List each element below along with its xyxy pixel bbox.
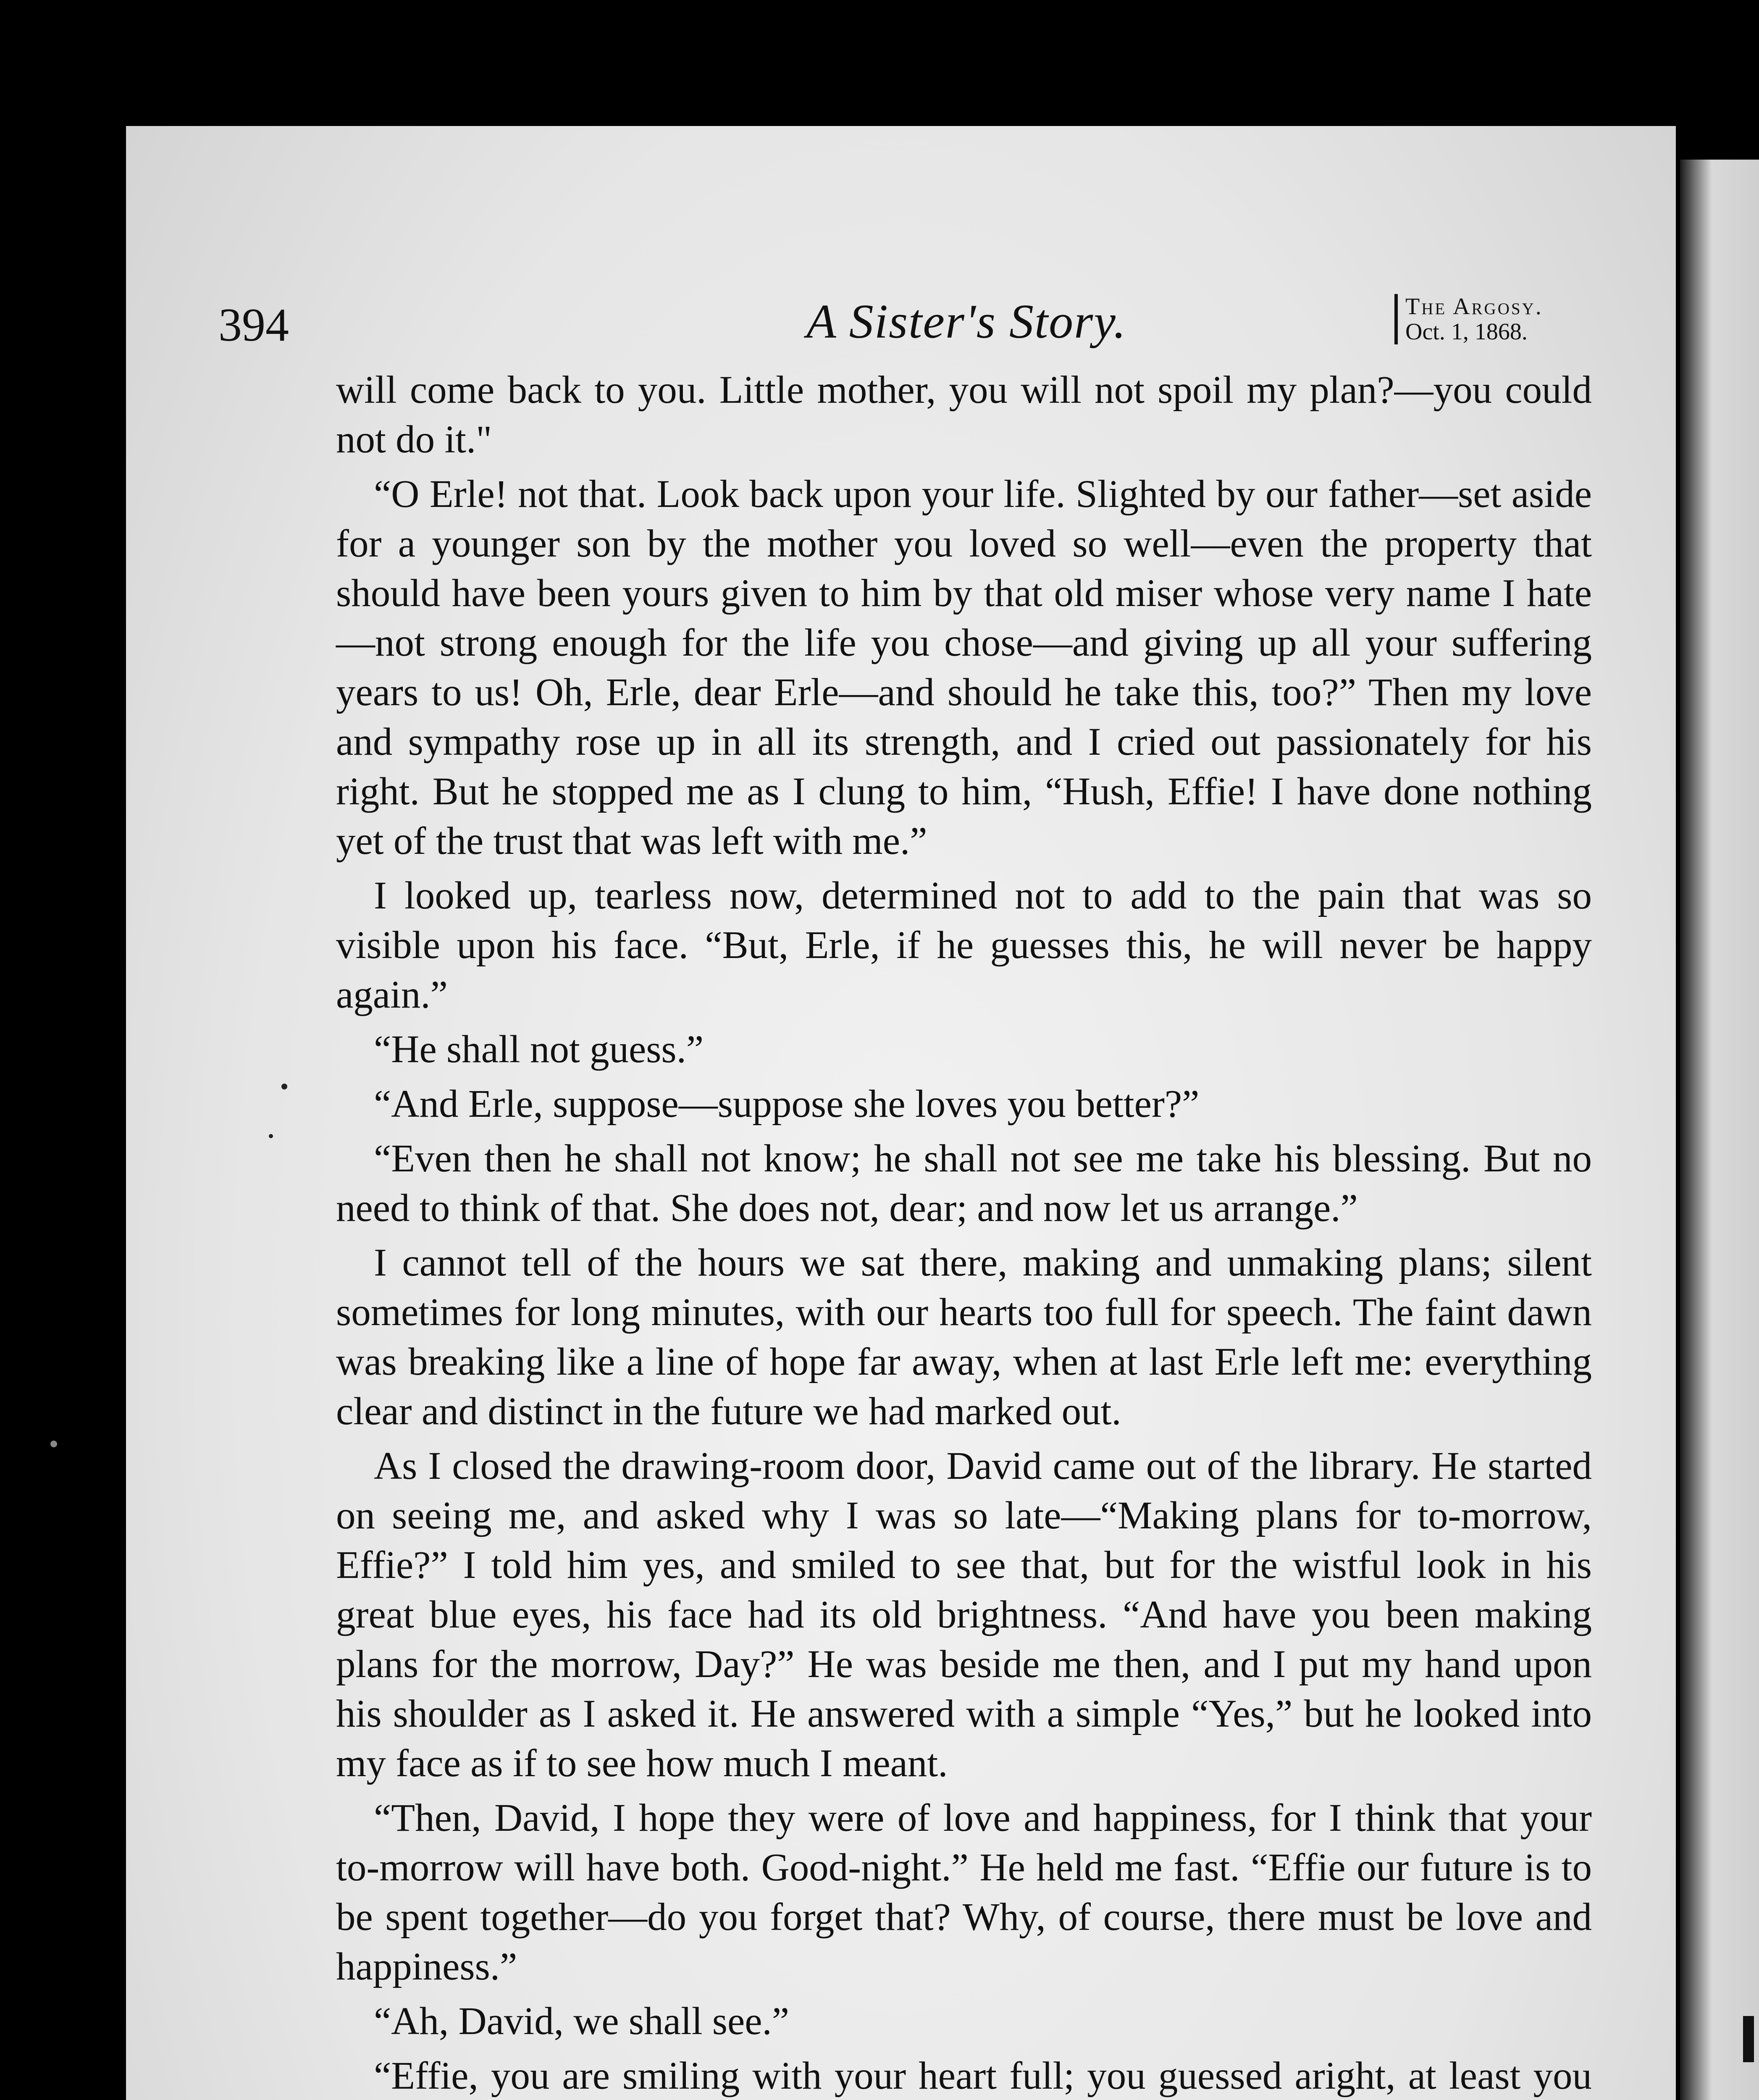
paragraph: “Effie, you are smiling with your heart full; you guessed aright, at least you — [374, 2054, 1592, 2097]
journal-date: Oct. 1, 1868. — [1405, 319, 1528, 345]
paragraph: I looked up, tearless now, determined not to add to the pain that was so visible upon his face. “But, Erle, if he guesses this, he will never be happy again.” — [336, 874, 1592, 1016]
dust-speck — [50, 1441, 57, 1447]
paragraph: will come back to you. Little mother, you will not spoil my plan?—you could not do it." — [336, 368, 1592, 461]
running-title: A Sister's Story. — [806, 295, 1127, 349]
paragraph: “And Erle, suppose—suppose she loves you better?” — [374, 1082, 1200, 1126]
journal-name: The Argosy. — [1405, 294, 1543, 320]
paragraph: “Even then he shall not know; he shall not see me take his blessing. But no need to think of that. She does not, dear; and now let us arrange.” — [336, 1137, 1592, 1230]
paragraph: “Then, David, I hope they were of love and happiness, for I think that your to-morrow will have both. Good-night.” He held me fast. “Effie our future is to be spent together—do you forget that? Why, of course, there must be love and happiness.” — [336, 1796, 1592, 1988]
paragraph: I cannot tell of the hours we sat there, making and unmaking plans; silent sometimes for long minutes, with our hearts too full for speech. The faint dawn was breaking like a line of hope far away, when at last Erle left me: everything clear and distinct in the future we had marked out. — [336, 1241, 1592, 1433]
paragraph: As I closed the drawing-room door, David came out of the library. He started on seeing me, and asked why I was so late—“Making plans for to-morrow, Effie?” I told him yes, and smiled to see that, but for the wistful look in his great blue eyes, his face had its old brightness. “And have you been making plans for the morrow, Day?” He was beside me then, and I put my hand upon his shoulder as I asked it. He answered with a simple “Yes,” but he looked into my face as if to see how much I meant. — [336, 1444, 1592, 1785]
dust-speck — [269, 1134, 273, 1138]
paragraph: “O Erle! not that. Look back upon your life. Slighted by our father—set aside for a younger son by the mother you loved so well—even the property that should have been yours given to him by that old miser whose very name I hate—not strong enough for the life you chose—and giving up all your suffering years to us! Oh, Erle, dear Erle—and should he take this, too?” Then my love and sympathy rose up in all its strength, and I cried out passionately for his right. But he stopped me as I clung to him, “Hush, Effie! I have done nothing yet of the trust that was left with me.” — [336, 472, 1592, 863]
facing-page-edge — [1680, 160, 1759, 2100]
paragraph: “Ah, David, we shall see.” — [374, 2000, 790, 2043]
paragraph: “He shall not guess.” — [374, 1028, 704, 1071]
page-number: 394 — [218, 299, 289, 351]
story-text — [336, 365, 1592, 2100]
dust-speck — [281, 1084, 287, 1089]
facing-page-text-fragment — [1743, 2016, 1754, 2062]
journal-reference — [1394, 294, 1543, 344]
page-header — [218, 286, 1579, 370]
